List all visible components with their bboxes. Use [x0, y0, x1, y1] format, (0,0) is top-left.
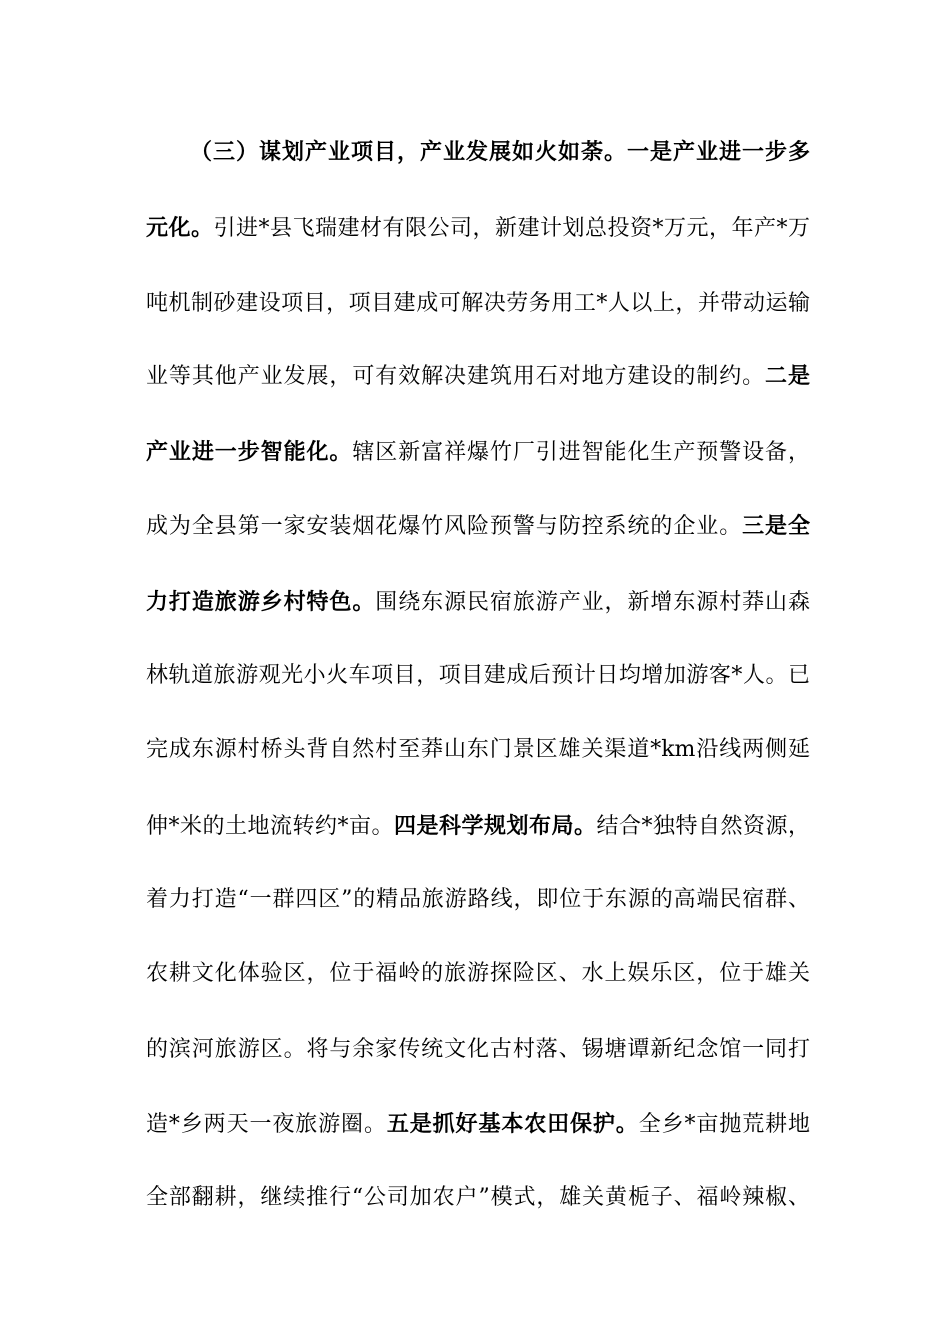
paragraph-line-13 [146, 1030, 810, 1070]
bold-text-segment: （三）谋划产业项目，产业发展如火如荼。一是产业进一步多 [190, 139, 810, 165]
bold-text-segment: 二是 [765, 363, 810, 389]
paragraph-line-7 [146, 582, 810, 622]
text-segment: 林轨道旅游观光小火车项目，项目建成后预计日均增加游客*人。已 [146, 663, 810, 688]
text-segment: 完成东源村桥头背自然村至莽山东门景区雄关渠道*km沿线两侧延 [146, 737, 810, 762]
bold-text-segment: 产业进一步智能化。 [146, 439, 353, 465]
bold-text-segment: 三是全 [742, 513, 810, 539]
paragraph-line-8 [146, 656, 810, 696]
text-segment: 围绕东源民宿旅游产业，新增东源村莽山森 [375, 590, 810, 615]
paragraph-line-6 [146, 506, 810, 546]
text-segment: 着力打造“一群四区”的精品旅游路线，即位于东源的高端民宿群、 [146, 887, 810, 912]
text-segment: 辖区新富祥爆竹厂引进智能化生产预警设备， [352, 440, 810, 465]
text-segment: 造*乡两天一夜旅游圈。 [146, 1112, 387, 1137]
text-segment: 业等其他产业发展，可有效解决建筑用石对地方建设的制约。 [146, 364, 766, 389]
bold-text-segment: 力打造旅游乡村特色。 [146, 589, 376, 615]
paragraph-line-11 [146, 880, 810, 920]
paragraph-line-2 [146, 208, 810, 248]
paragraph-line-1 [190, 132, 810, 172]
text-segment: 农耕文化体验区，位于福岭的旅游探险区、水上娱乐区，位于雄关 [146, 961, 810, 986]
paragraph-line-14 [146, 1104, 810, 1144]
text-segment: 全部翻耕，继续推行“公司加农户”模式，雄关黄栀子、福岭辣椒、 [146, 1185, 810, 1210]
text-segment: 吨机制砂建设项目，项目建成可解决劳务用工*人以上，并带动运输 [146, 291, 810, 316]
paragraph-line-3 [146, 284, 810, 324]
text-segment: 引进*县飞瑞建材有限公司，新建计划总投资*万元，年产*万 [213, 216, 810, 241]
text-segment: 伸*米的土地流转约*亩。 [146, 814, 394, 839]
paragraph-line-9 [146, 730, 810, 770]
paragraph-line-15 [146, 1178, 810, 1218]
paragraph-line-5 [146, 432, 810, 472]
text-segment: 的滨河旅游区。将与余家传统文化古村落、锡塘谭新纪念馆一同打 [146, 1037, 810, 1062]
paragraph-line-10 [146, 806, 810, 846]
paragraph-line-12 [146, 954, 810, 994]
text-segment: 全乡*亩抛荒耕地 [638, 1112, 810, 1137]
text-segment: 成为全县第一家安装烟花爆竹风险预警与防控系统的企业。 [146, 514, 743, 539]
text-segment: 结合*独特自然资源， [596, 814, 810, 839]
bold-text-segment: 五是抓好基本农田保护。 [386, 1111, 639, 1137]
paragraph-line-4 [146, 356, 810, 396]
bold-text-segment: 四是科学规划布局。 [393, 813, 597, 839]
bold-text-segment: 元化。 [146, 215, 214, 241]
